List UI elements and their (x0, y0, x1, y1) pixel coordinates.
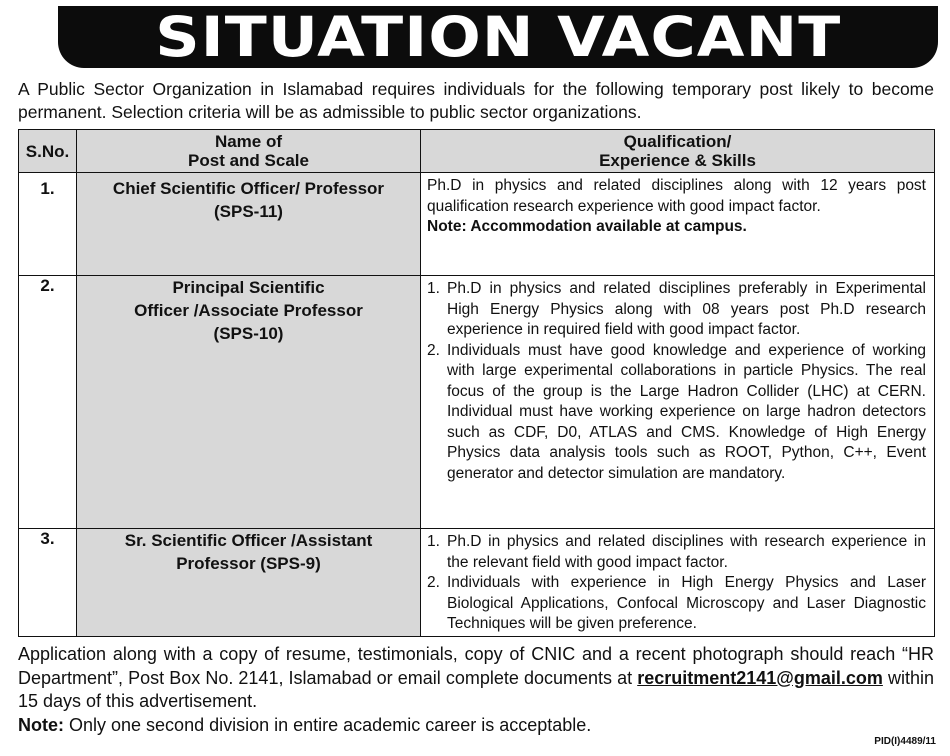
note-text: Only one second division in entire academic career is acceptable. (64, 715, 592, 735)
row-post (77, 529, 421, 637)
list-item (427, 573, 926, 635)
application-text: Application along with a copy of resume, testimonials, copy of CNIC and a recent photograph should reach “HR Department”, Post Box No. 2141, Islamabad or email complete documents at (18, 644, 934, 688)
header-post-line1: Name of (214, 132, 283, 151)
row-qualification (421, 529, 935, 637)
pid-reference: PID(I)4489/11 (874, 736, 936, 747)
list-item-number: 2. (427, 341, 440, 359)
table-header-row (19, 130, 935, 173)
application-instructions (18, 643, 934, 714)
row-post (77, 276, 421, 529)
header-post-line2: Post and Scale (188, 151, 309, 170)
application-deadline: within 15 days of this advertisement. (18, 667, 934, 711)
list-item (427, 341, 926, 485)
list-item (427, 279, 926, 341)
intro-paragraph: A Public Sector Organization in Islamabad requires individuals for the following temporary post likely to become permanent. Selection criteria will be as admissible to public sector organizations. (18, 79, 934, 122)
qualification-text: Ph.D in physics and related disciplines along with 12 years post qualification research experience with good impact factor. (427, 177, 926, 215)
header-qual-line2: Experience & Skills (599, 151, 756, 170)
list-item-number: 1. (427, 280, 440, 297)
header-banner (58, 6, 938, 68)
qualification-list (427, 279, 926, 484)
list-item-text: Individuals must have good knowledge and experience of working with large experimental collaborations in particle Physics. The real focus of the group is the Large Hadron Collider (LHC) at CERN. Individual must have working experience on large hadron detectors such as CDF, D0, ATLAS and CMS. Knowledge of High Energy Physics data analysis tools such as ROOT, Python, C++, Event generator and detector simulation are mandatory. (447, 341, 926, 482)
row-qualification (421, 173, 935, 276)
positions-table (18, 129, 935, 637)
list-item-text: Ph.D in physics and related disciplines preferably in Experimental High Energy Physics along with 08 years post Ph.D research experience in required field with good impact factor. (447, 280, 926, 338)
qualification-list (427, 532, 926, 635)
list-item-number: 1. (427, 533, 440, 550)
header-qual-line1: Qualification/ (623, 132, 732, 151)
table-row (19, 173, 935, 276)
header-qualification (421, 130, 935, 173)
page-title: SITUATION VACANT (154, 4, 842, 69)
post-title-line3: (SPS-10) (213, 324, 284, 343)
list-item-text: Ph.D in physics and related disciplines with research experience in the relevant field with good impact factor. (447, 533, 926, 571)
post-title-line2: Officer /Associate Professor (134, 301, 363, 320)
row-sno: 1. (19, 173, 77, 276)
list-item-text: Individuals with experience in High Energy Physics and Laser Biological Applications, Confocal Microscopy and Laser Diagnostic Techniques will be given preference. (447, 574, 926, 632)
list-item-number: 2. (427, 574, 440, 591)
post-title-line2: Professor (SPS-9) (176, 554, 321, 573)
row-sno: 3. (19, 529, 77, 637)
row-sno: 2. (19, 276, 77, 529)
header-sno: S.No. (19, 130, 77, 173)
post-title-line1: Principal Scientific (172, 278, 325, 297)
email-link[interactable]: recruitment2141@gmail.com (637, 667, 883, 688)
table-row (19, 529, 935, 637)
table-row (19, 276, 935, 529)
post-title-line2: (SPS-11) (214, 202, 283, 221)
row-post (77, 173, 421, 276)
list-item (427, 532, 926, 573)
accommodation-note: Note: Accommodation available at campus. (427, 218, 747, 235)
post-title-line1: Sr. Scientific Officer /Assistant (124, 531, 373, 550)
post-title-line1: Chief Scientific Officer/ Professor (112, 179, 385, 198)
row-qualification (421, 276, 935, 529)
note-label: Note: (18, 715, 64, 735)
header-post (77, 130, 421, 173)
eligibility-note (18, 714, 934, 737)
